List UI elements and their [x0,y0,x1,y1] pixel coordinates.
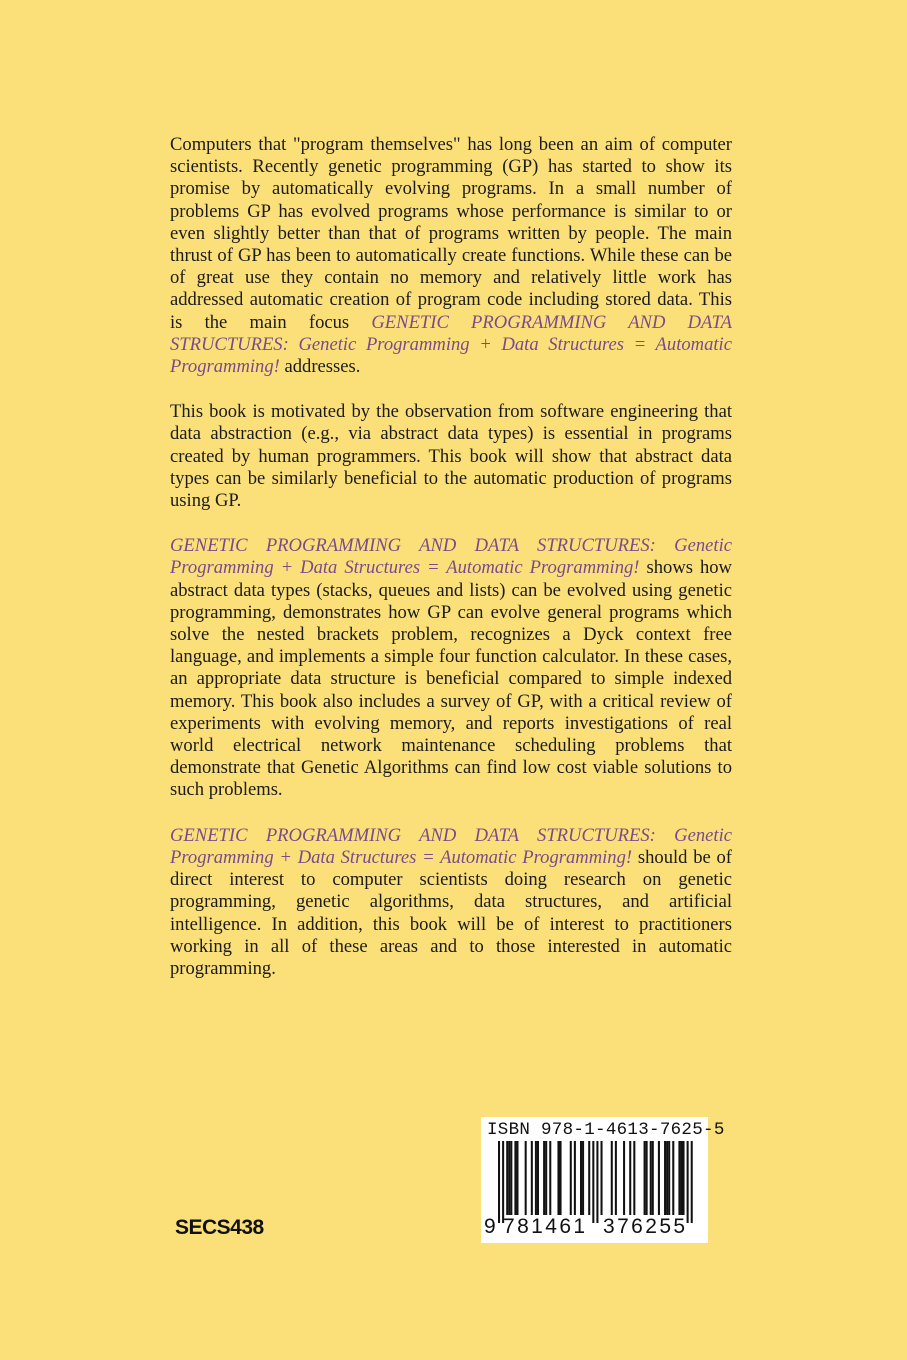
paragraph-intro [170,134,732,378]
barcode-bar [672,1141,674,1215]
sku-code: SECS438 [175,1216,264,1239]
book-title-caps: GENETIC PROGRAMMING AND DATA STRUCTURES: [170,311,732,355]
barcode-bar [580,1141,582,1215]
barcode-bar [516,1141,518,1215]
barcode-bar [535,1141,537,1215]
barcode-bar [557,1141,559,1215]
barcode-bar [666,1141,668,1215]
barcode-bar [611,1141,613,1215]
barcode-bar [650,1141,652,1215]
barcode-bar [615,1141,617,1215]
barcode-bar [510,1141,512,1215]
barcode-bar [588,1141,590,1215]
barcode-guard-bar [498,1141,500,1223]
barcode-bar [543,1141,545,1215]
intro-tail: addresses. [284,356,361,378]
isbn-barcode [481,1117,725,1243]
barcode-bar [644,1141,646,1215]
paragraph-motivation: This book is motivated by the observation from software engineering that data abstraction (e.g., via abstract data types) is essential in programs created by human programmers. This book will show that abstract data types can be similarly beneficial to the automatic production of programs using GP. [170,401,732,512]
ean-right-group: 376255 [603,1215,688,1238]
back-cover-blurb [170,134,732,1003]
barcode-guard-bar [687,1141,689,1223]
barcode-bar [680,1141,682,1215]
barcode-bar [574,1141,576,1215]
barcode-bar [601,1141,603,1215]
paragraph-contents [170,535,732,801]
book-title-reference: GENETIC PROGRAMMING AND DATA STRUCTURES: Genetic Programming + Data Structures = Automatic Programming! [170,535,732,579]
barcode-bar [537,1141,539,1215]
barcode-guard-bar [691,1141,693,1223]
ean-left-group: 781461 [503,1215,588,1238]
barcode-bar [508,1141,510,1215]
barcode-bar [683,1141,685,1215]
barcode-bar [560,1141,562,1215]
barcode-bar [652,1141,654,1215]
barcode-bar [646,1141,648,1215]
book-title-reference: GENETIC PROGRAMMING AND DATA STRUCTURES: Genetic Programming + Data Structures = Automatic Programming! [170,824,732,868]
book-subtitle: Genetic Programming + Data Structures = Automatic Programming! [170,333,732,378]
barcode-bar [629,1141,631,1215]
barcode-bar [664,1141,666,1215]
barcode-bar [545,1141,547,1215]
barcode-bar [658,1141,660,1215]
contents-text: shows how abstract data types (stacks, queues and lists) can be evolved using genetic programming, demonstrates how GP can evolve general programs which solve the nested brackets problem, recognizes a Dyck context free language, and implements a simple four function calculator. In these cases, an appropriate data structure is beneficial compared to simple indexed memory. This book also includes a survey of GP, with a critical review of experiments with evolving memory, and reports investigations of real world electrical network maintenance scheduling problems that demonstrate that Genetic Algorithms can find low cost viable solutions to such problems. [170,557,732,801]
barcode-bar [531,1141,533,1215]
barcode-bar [570,1141,572,1215]
barcode-bar [506,1141,508,1215]
barcode-bar [582,1141,584,1215]
ean-first-digit: 9 [484,1215,496,1238]
isbn-label: ISBN 978-1-4613-7625-5 [487,1120,725,1140]
paragraph-audience [170,825,732,980]
barcode-bar [514,1141,516,1215]
barcode-guard-bar [596,1141,598,1223]
intro-text: Computers that "program themselves" has long been an aim of computer scientists. Recently genetic programming (GP) has started to show its promise by automatically evolving programs. In a small number of problems GP has evolved programs whose performance is similar to or even slightly better than that of programs written by people. The main thrust of GP has been to automatically create functions. While these can be of great use they contain no memory and relatively little work has addressed automatic creation of program code including stored data. This is the main focus [170,134,732,333]
barcode-bar [678,1141,680,1215]
barcode-bar [633,1141,635,1215]
barcode-bar [525,1141,527,1215]
audience-text: should be of direct interest to computer scientists doing research on genetic programming, genetic algorithms, data structures, and artificial intelligence. In addition, this book will be of interest to practitioners working in all of these areas and to those interested in automatic programming. [170,846,732,979]
barcode-guard-bar [502,1141,504,1223]
barcode-bar [668,1141,670,1215]
barcode-bar [623,1141,625,1215]
barcode-bar [549,1141,551,1215]
barcode-guard-bar [592,1141,594,1223]
